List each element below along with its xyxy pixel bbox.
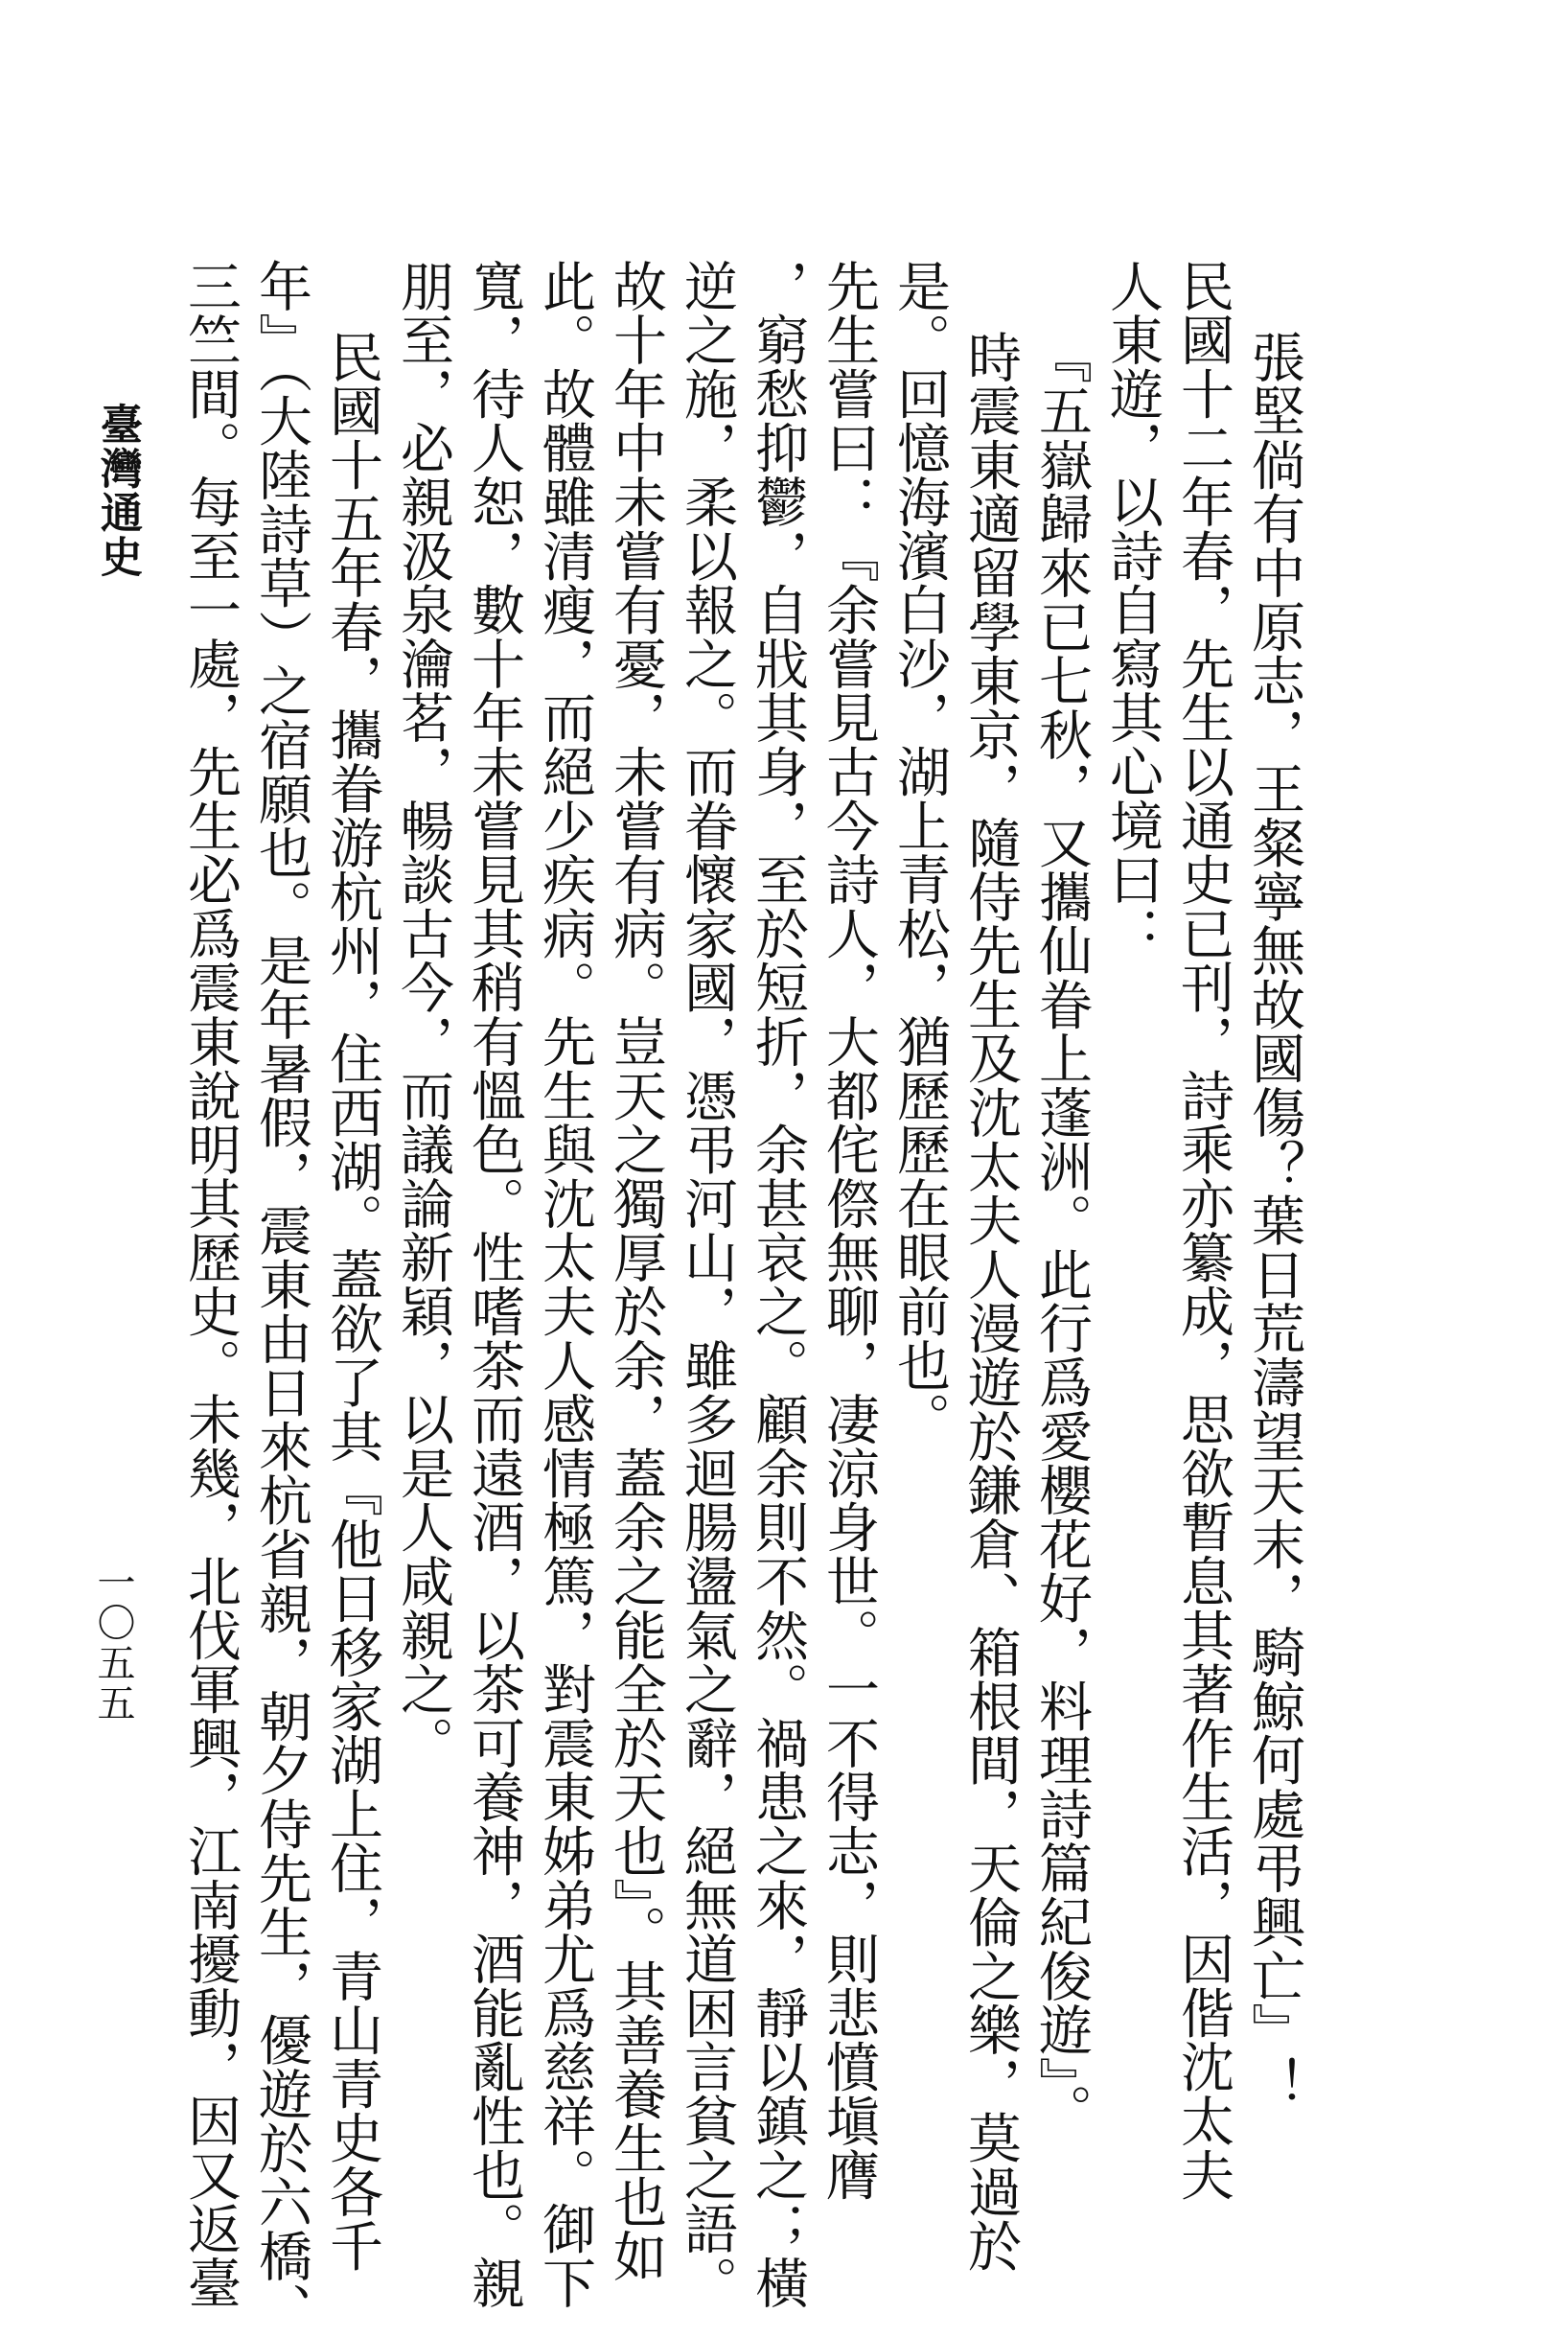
body-text [174,259,1309,2337]
text-column: ，窮愁抑鬱，自戕其身，至於短折，余甚哀之。顧余則不然。禍患之來，靜以鎮之；橫 [747,259,809,2310]
text-column: 『五嶽歸來已七秋，又攜仙眷上蓬洲。此行爲愛櫻花好，料理詩篇紀俊遊』。 [1030,330,1093,2139]
text-column: 朋至，必親汲泉瀹茗，暢談古今，而議論新穎，以是人咸親之。 [392,259,454,1770]
text-column: 寬，待人恕，數十年未嘗見其稍有慍色。性嗜茶而遠酒，以茶可養神，酒能亂性也。親 [463,259,525,2310]
text-column: 故十年中未嘗有憂，未嘗有病。豈天之獨厚於余，蓋余之能全於天也』。其善養生也如 [605,259,667,2283]
text-column: 三竺間。每至一處，先生必爲震東說明其歷史。未幾，北伐軍興，江南擾動，因又返臺 [179,259,242,2310]
text-column: 是。回憶海濱白沙，湖上青松，猶歷歷在眼前也。 [888,259,951,1446]
text-column: 逆之施，柔以報之。而眷懷家國，憑弔河山，雖多迴腸盪氣之辭，絕無道困言貧之語。 [676,259,738,2310]
text-column: 人東遊，以詩自寫其心境曰： [1101,259,1164,960]
text-column: 時震東適留學東京，隨侍先生及沈太夫人漫遊於鎌倉、箱根間，天倫之樂，莫過於 [959,330,1022,2273]
running-title: 臺灣通史 [93,403,142,579]
text-column: 此。故體雖清瘦，而絕少疾病。先生與沈太夫人感情極篤，對震東姊弟尤爲慈祥。御下 [534,259,596,2310]
text-column: 民國十二年春，先生以通史已刊，詩乘亦纂成，思欲暫息其著作生活，因偕沈太夫 [1172,259,1234,2202]
text-column: 張堅倘有中原志，王粲寧無故國傷？葉日荒濤望天末，騎鯨何處弔興亡』！ [1243,330,1305,2111]
text-column: 民國十五年春，攜眷游杭州，住西湖。蓋欲了其『他日移家湖上住，青山青史各千 [321,330,383,2273]
page-number: 一〇五五 [91,1562,135,1724]
text-column: 先生嘗曰：『余嘗見古今詩人，大都侘傺無聊，凄涼身世。一不得志，則悲憤塡膺 [818,259,880,2202]
text-column: 年』（大陸詩草）之宿願也。是年暑假，震東由日來杭省親，朝夕侍先生，優遊於六橋、 [250,259,312,2337]
